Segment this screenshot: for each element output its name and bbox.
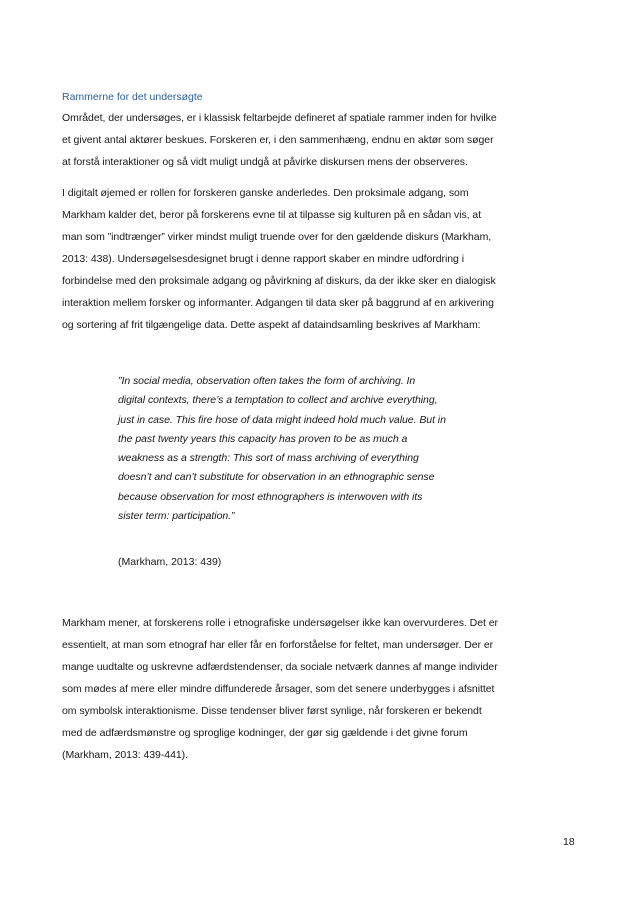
text-line: et givent antal aktører beskues. Forskeren er, i den sammenhæng, endnu en aktør som søger bbox=[62, 134, 494, 146]
text-line: interaktion mellem forsker og informanter. Adgangen til data sker på baggrund af en arkivering bbox=[62, 297, 494, 309]
section-heading: Rammerne for det undersøgte bbox=[62, 91, 203, 103]
text-line: man som ”indtrænger” virker mindst muligt truende over for den gældende diskurs (Markham, bbox=[62, 231, 492, 243]
quote-line: the past twenty years this capacity has proven to be as much a bbox=[118, 432, 408, 445]
paragraph-1 bbox=[62, 107, 532, 173]
text-line: I digitalt øjemed er rollen for forskeren ganske anderledes. Den proksimale adgang, som bbox=[62, 187, 469, 199]
text-line: mange uudtalte og uskrevne adfærdstendenser, da sociale netværk dannes af mange individer bbox=[62, 661, 498, 673]
quote-line: doesn’t and can’t substitute for observation in an ethnographic sense bbox=[118, 471, 435, 484]
quote-line: digital contexts, there’s a temptation to collect and archive everything, bbox=[118, 394, 438, 407]
text-line: Markham kalder det, beror på forskerens evne til at tilpasse sig kulturen på en sådan vis, at bbox=[62, 209, 482, 221]
paragraph-3 bbox=[62, 612, 532, 766]
text-line: som mødes af mere eller mindre diffunderede årsager, som det senere underbygges i afsnittet bbox=[62, 683, 495, 695]
text-line: med de adfærdsmønstre og sproglige kodninger, der gør sig gældende i det givne forum bbox=[62, 727, 468, 739]
quote-line: weakness as a strength: This sort of mass archiving of everything bbox=[118, 452, 419, 465]
text-line: Området, der undersøges, er i klassisk feltarbejde defineret af spatiale rammer inden for hvilke bbox=[62, 112, 497, 124]
text-line: Markham mener, at forskerens rolle i etnografiske undersøgelser ikke kan overvurderes. Det er bbox=[62, 617, 498, 629]
quote-line: ”In social media, observation often takes the form of archiving. In bbox=[118, 375, 416, 387]
text-line: essentielt, at man som etnograf har eller får en forforståelse for feltet, man undersøger. Der er bbox=[62, 639, 494, 651]
text-line: og sortering af frit tilgængelige data. Dette aspekt af dataindsamling beskrives af Markham: bbox=[62, 319, 481, 331]
quote-line: just in case. This fire hose of data might indeed hold much value. But in bbox=[118, 413, 446, 426]
quote-line: because observation for most ethnographers is interwoven with its bbox=[118, 490, 423, 503]
text-line: at forstå interaktioner og så vidt muligt undgå at påvirke diskursen mens der observeres. bbox=[62, 156, 468, 168]
text-line: forbindelse med den proksimale adgang og påvirkning af diskurs, da der ikke sker en dialogisk bbox=[62, 275, 496, 287]
quote-citation: (Markham, 2013: 439) bbox=[118, 556, 222, 568]
block-quote bbox=[118, 372, 478, 526]
text-line: om symbolsk interaktionisme. Disse tendenser bliver først synlige, når forskeren er bekendt bbox=[62, 705, 482, 717]
quote-line: sister term: participation.” bbox=[118, 510, 235, 523]
page-number: 18 bbox=[563, 836, 575, 848]
paragraph-2 bbox=[62, 182, 532, 336]
text-line: 2013: 438). Undersøgelsesdesignet brugt i denne rapport skaber en mindre udfordring i bbox=[62, 253, 464, 265]
text-line: (Markham, 2013: 439-441). bbox=[62, 749, 188, 761]
